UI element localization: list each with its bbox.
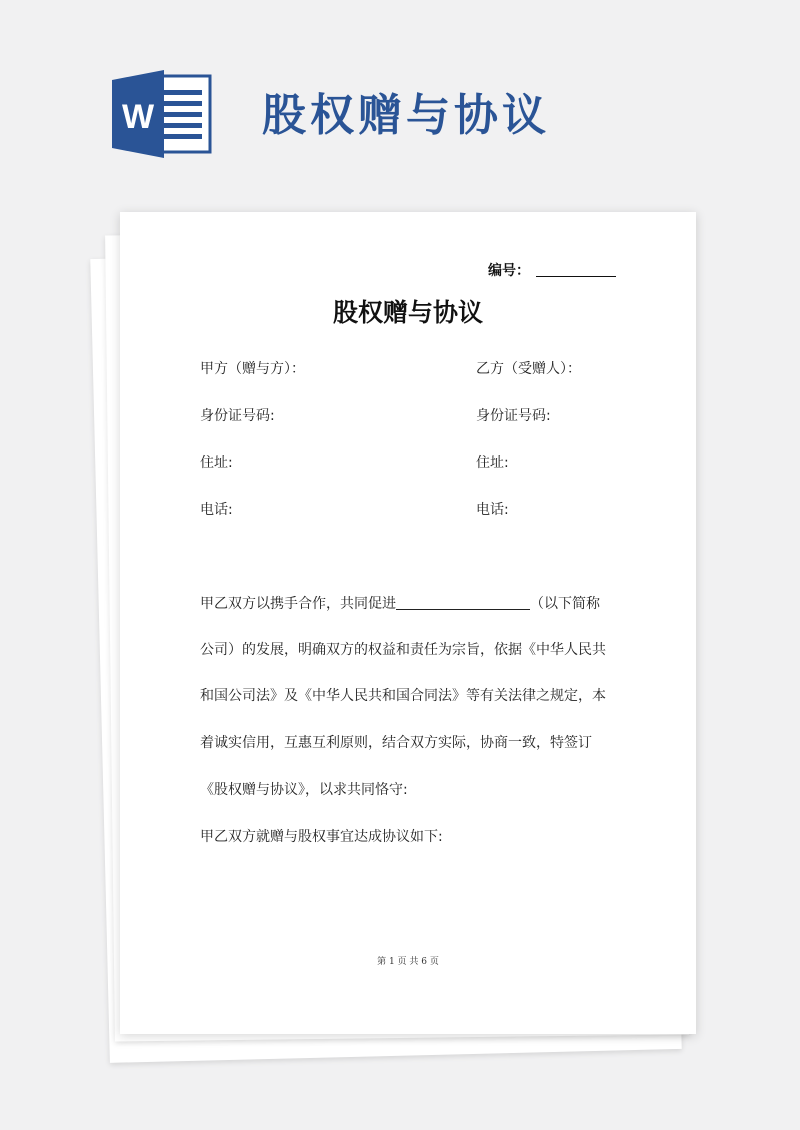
party-a-heading: 甲方（赠与方）：: [200, 361, 305, 377]
word-document-icon: [112, 70, 214, 158]
body-line-1-end: （以下简称: [530, 596, 600, 612]
document-number: [488, 260, 616, 280]
party-a-address-label: 住址:: [200, 455, 233, 471]
company-name-blank: [396, 595, 530, 610]
word-logo: [112, 70, 214, 158]
party-b-phone-label: 电话:: [476, 502, 509, 518]
document-title: 股权赠与协议: [332, 298, 483, 327]
party-b-id-label: 身份证号码:: [476, 408, 551, 424]
document-number-blank: [536, 262, 616, 277]
body-paragraph-line-5: 《股权赠与协议》，以求共同恪守:: [200, 782, 408, 798]
party-a-id-label: 身份证号码:: [200, 408, 275, 424]
body-paragraph-line-3: 和国公司法》及《中华人民共和国合同法》等有关法律之规定，本: [200, 688, 606, 704]
body-paragraph-line-2: 公司）的发展，明确双方的权益和责任为宗旨，依据《中华人民共: [200, 642, 606, 658]
body-paragraph-line-1: [200, 594, 600, 614]
party-b-heading: 乙方（受赠人）：: [476, 361, 581, 377]
party-b-address-label: 住址:: [476, 455, 509, 471]
body-line-1-start: 甲乙双方以携手合作，共同促进: [200, 596, 396, 612]
word-logo-letter: W: [121, 98, 155, 136]
page-footer: 第 1 页 共 6 页: [377, 957, 439, 967]
document-number-label: 编号：: [488, 263, 530, 279]
party-a-phone-label: 电话:: [200, 502, 233, 518]
page-heading: 股权赠与协议: [262, 90, 550, 141]
document-page: [120, 212, 696, 1034]
body-paragraph-line-4: 着诚实信用，互惠互利原则，结合双方实际，协商一致，特签订: [200, 735, 592, 751]
body-paragraph-line-6: 甲乙双方就赠与股权事宜达成协议如下:: [200, 829, 443, 845]
